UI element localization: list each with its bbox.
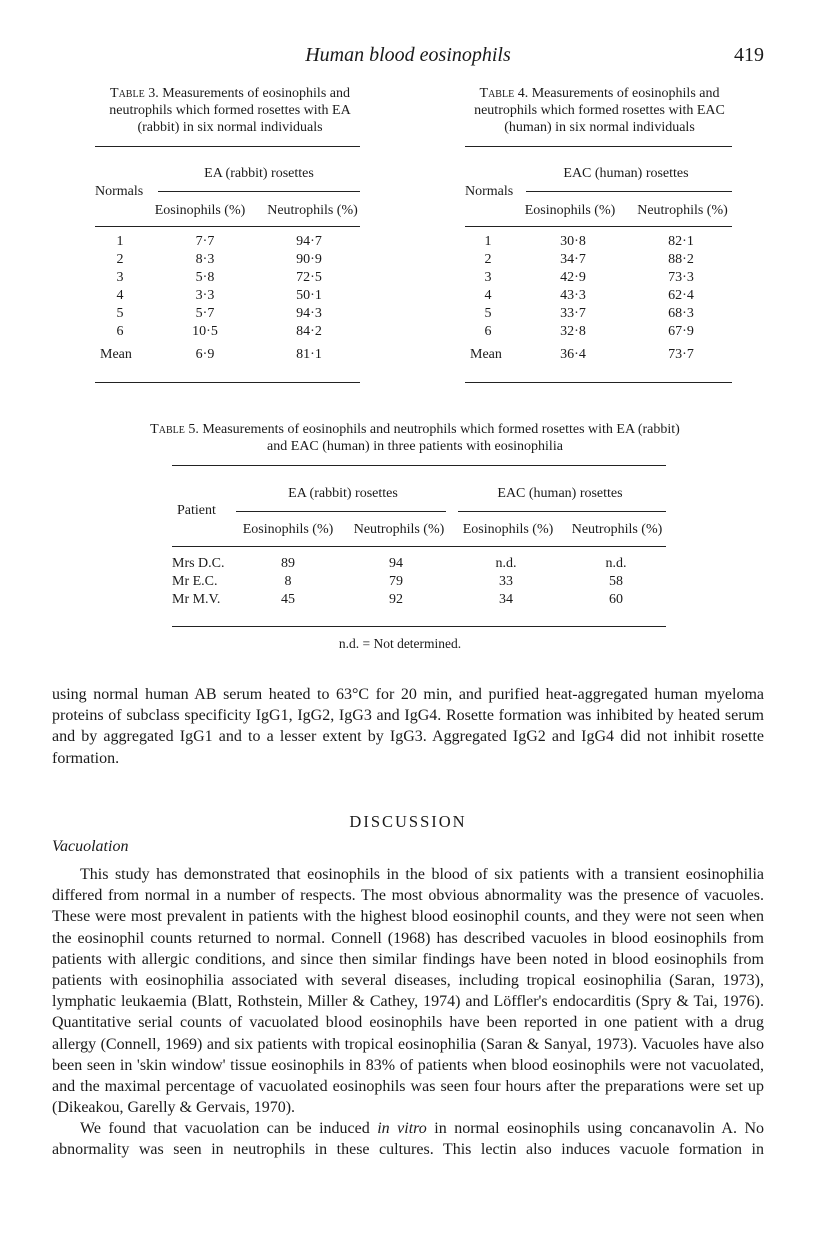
table4-row6-eosinophils: 32·8 [560, 324, 586, 339]
table4-caption-text: 4. Measurements of eosinophils and neutrophils which formed rosettes with EAC (human) in six normal individuals [474, 86, 725, 135]
table4-row5-normal: 5 [484, 306, 492, 321]
table4-row4-eosinophils: 43·3 [560, 288, 586, 303]
table3-top-rule [95, 146, 360, 147]
table5-top-rule [172, 465, 666, 466]
table5-row1-eac-eosinophils: n.d. [495, 556, 517, 571]
table3-row3-neutrophils: 72·5 [296, 270, 322, 285]
table5-group-rule-ea [236, 511, 446, 512]
table3-col-eosinophils: Eosinophils (%) [154, 203, 246, 218]
table4-row4-normal: 4 [484, 288, 492, 303]
table4-mean-eosinophils: 36·4 [560, 347, 586, 362]
table5-footnote: n.d. = Not determined. [338, 636, 462, 651]
table3-row6-normal: 6 [116, 324, 124, 339]
table3-row4-neutrophils: 50·1 [296, 288, 322, 303]
table3-row1-eosinophils: 7·7 [195, 234, 215, 249]
table3-caption-text: 3. Measurements of eosinophils and neutrophils which formed rosettes with EA (rabbit) in six normal individuals [109, 86, 351, 135]
table5-col-eac-neutrophils: Neutrophils (%) [571, 522, 663, 537]
table3-row2-eosinophils: 8·3 [195, 252, 215, 267]
section-heading: DISCUSSION [349, 812, 467, 831]
table3-mean-eosinophils: 6·9 [195, 347, 215, 362]
table3-row6-eosinophils: 10·5 [192, 324, 218, 339]
table5-row2-ea-eosinophils: 8 [284, 574, 292, 589]
table3-row1-neutrophils: 94·7 [296, 234, 322, 249]
table3-row2-normal: 2 [116, 252, 124, 267]
table3-group-rule [158, 191, 360, 192]
table4-row2-neutrophils: 88·2 [668, 252, 694, 267]
table5-row3-patient: Mr M.V. [172, 592, 221, 607]
table5-caption-text: 5. Measurements of eosinophils and neutrophils which formed rosettes with EA (rabbit) and EAC (human) in three patients with eosinophilia [184, 422, 680, 454]
table3-row2-neutrophils: 90·9 [296, 252, 322, 267]
page-number: 419 [734, 44, 764, 66]
table4-mean-label: Mean [470, 347, 502, 362]
table4-row3-neutrophils: 73·3 [668, 270, 694, 285]
table5-group-header-eac: EAC (human) rosettes [497, 486, 623, 501]
paragraph-text: This study has demonstrated that eosinophils in the blood of six patients with a transient eosinophilia differed from normal in a number of respects. The most obvious abnormality was the presence of vacuoles. These were most prevalent in patients with the highest blood eosinophil counts, and they were not seen when the eosinophil counts returned to normal. Connell (1968) has described vacuoles in blood eosinophils from patients with allergic conditions, and since then similar findings have been noted in blood eosinophils from patients with eosinophilia associated with several diseases, including tropical eosinophilia (Saran, 1973), lymphatic leukaemia (Blatt, Rothstein, Miller & Cathey, 1974) and Löffler's endocarditis (Spry & Tai, 1976). Quantitative serial counts of vacuolated blood eosinophils have been reported in one patient with a drug allergy (Connell, 1969) and six patients with tropical eosinophilia (Saran & Sanyal, 1973). Vacuoles have also been seen in 'skin window' tissue eosinophils in 83% of patients when blood eosinophils were not vacuolated, and the maximal percentage of vacuolated eosinophils was seen four hours after the preparations were set up (Dikeakou, Garelly & Gervais, 1970). [52, 866, 764, 1117]
table3-mean-label: Mean [100, 347, 132, 362]
table4-row1-eosinophils: 30·8 [560, 234, 586, 249]
paragraph-text: using normal human AB serum heated to 63°C for 20 min, and purified heat-aggregated human myeloma proteins of subclass specificity IgG1, IgG2, IgG3 and IgG4. Rosette formation was inhibited by heated serum and by aggregated IgG1 and to a lesser extent by IgG3. Aggregated IgG2 and IgG4 did not inhibit rosette formation. [52, 686, 764, 767]
table5-header-rule [172, 546, 666, 547]
table4-row3-eosinophils: 42·9 [560, 270, 586, 285]
table5-group-header-ea: EA (rabbit) rosettes [288, 486, 398, 501]
table3-caption [95, 85, 365, 136]
running-title: Human blood eosinophils [305, 44, 511, 66]
table3-row1-normal: 1 [116, 234, 124, 249]
table4-row5-eosinophils: 33·7 [560, 306, 586, 321]
table3-mean-neutrophils: 81·1 [296, 347, 322, 362]
table3-header-rule [95, 226, 360, 227]
table3-col-neutrophils: Neutrophils (%) [267, 203, 358, 218]
table5-row1-eac-neutrophils: n.d. [605, 556, 627, 571]
table4-row5-neutrophils: 68·3 [668, 306, 694, 321]
table5-row1-patient: Mrs D.C. [172, 556, 225, 571]
table4-row1-normal: 1 [484, 234, 492, 249]
table5-label: Table [150, 422, 185, 437]
table4-caption [462, 85, 737, 136]
table5-row1-ea-eosinophils: 89 [281, 556, 295, 571]
table5-col-ea-eosinophils: Eosinophils (%) [242, 522, 334, 537]
table5-row2-eac-eosinophils: 33 [499, 574, 513, 589]
table3-row-header: Normals [95, 184, 144, 199]
table3-bottom-rule [95, 382, 360, 383]
table4-group-header: EAC (human) rosettes [563, 166, 689, 181]
table4-row2-normal: 2 [484, 252, 492, 267]
table4-col-eosinophils: Eosinophils (%) [524, 203, 616, 218]
continuation-paragraph [52, 684, 764, 769]
table4-row4-neutrophils: 62·4 [668, 288, 694, 303]
table4-mean-neutrophils: 73·7 [668, 347, 694, 362]
table3-row4-eosinophils: 3·3 [195, 288, 215, 303]
table4-col-neutrophils: Neutrophils (%) [637, 203, 728, 218]
table3-row3-eosinophils: 5·8 [195, 270, 215, 285]
table5-row3-ea-eosinophils: 45 [281, 592, 295, 607]
table4-row-header: Normals [465, 184, 514, 199]
final-paragraph [52, 1118, 764, 1160]
table5-row2-eac-neutrophils: 58 [609, 574, 623, 589]
paragraph-italic-term: in vitro [377, 1120, 427, 1137]
paragraph-text [52, 1118, 764, 1160]
table3-row5-neutrophils: 94·3 [296, 306, 322, 321]
table3-row3-normal: 3 [116, 270, 124, 285]
table5-col-eac-eosinophils: Eosinophils (%) [462, 522, 554, 537]
table4-row6-neutrophils: 67·9 [668, 324, 694, 339]
table4-row1-neutrophils: 82·1 [668, 234, 694, 249]
table4-row6-normal: 6 [484, 324, 492, 339]
table5-group-rule-eac [458, 511, 666, 512]
table5-bottom-rule [172, 626, 666, 627]
table3-row5-normal: 5 [116, 306, 124, 321]
paragraph-text-part: We found that vacuolation can be induced [80, 1120, 378, 1137]
table5-row3-eac-eosinophils: 34 [499, 592, 513, 607]
table4-group-rule [526, 191, 732, 192]
table5-col-ea-neutrophils: Neutrophils (%) [353, 522, 445, 537]
table4-top-rule [465, 146, 732, 147]
subsection-heading: Vacuolation [52, 838, 129, 855]
table5-row2-ea-neutrophils: 79 [389, 574, 403, 589]
table4-bottom-rule [465, 382, 732, 383]
table4-header-rule [465, 226, 732, 227]
table4-row3-normal: 3 [484, 270, 492, 285]
table3-row5-eosinophils: 5·7 [195, 306, 215, 321]
paragraph-text-part: in normal eosinophils using concanavolin A. No abnormality was seen in neutrophils in these cultures. This lectin also induces vacuole formation in [52, 1120, 765, 1159]
table4-label: Table [479, 86, 515, 101]
table5-row3-eac-neutrophils: 60 [609, 592, 623, 607]
table5-row-header: Patient [177, 503, 216, 518]
table5-row1-ea-neutrophils: 94 [389, 556, 403, 571]
table5-row3-ea-neutrophils: 92 [389, 592, 403, 607]
table4-row2-eosinophils: 34·7 [560, 252, 586, 267]
table3-row4-normal: 4 [116, 288, 124, 303]
discussion-paragraph [52, 864, 764, 1118]
table5-row2-patient: Mr E.C. [172, 574, 218, 589]
table3-row6-neutrophils: 84·2 [296, 324, 322, 339]
table3-group-header: EA (rabbit) rosettes [204, 166, 314, 181]
table3-label: Table [110, 86, 145, 101]
table5-caption [150, 421, 680, 455]
